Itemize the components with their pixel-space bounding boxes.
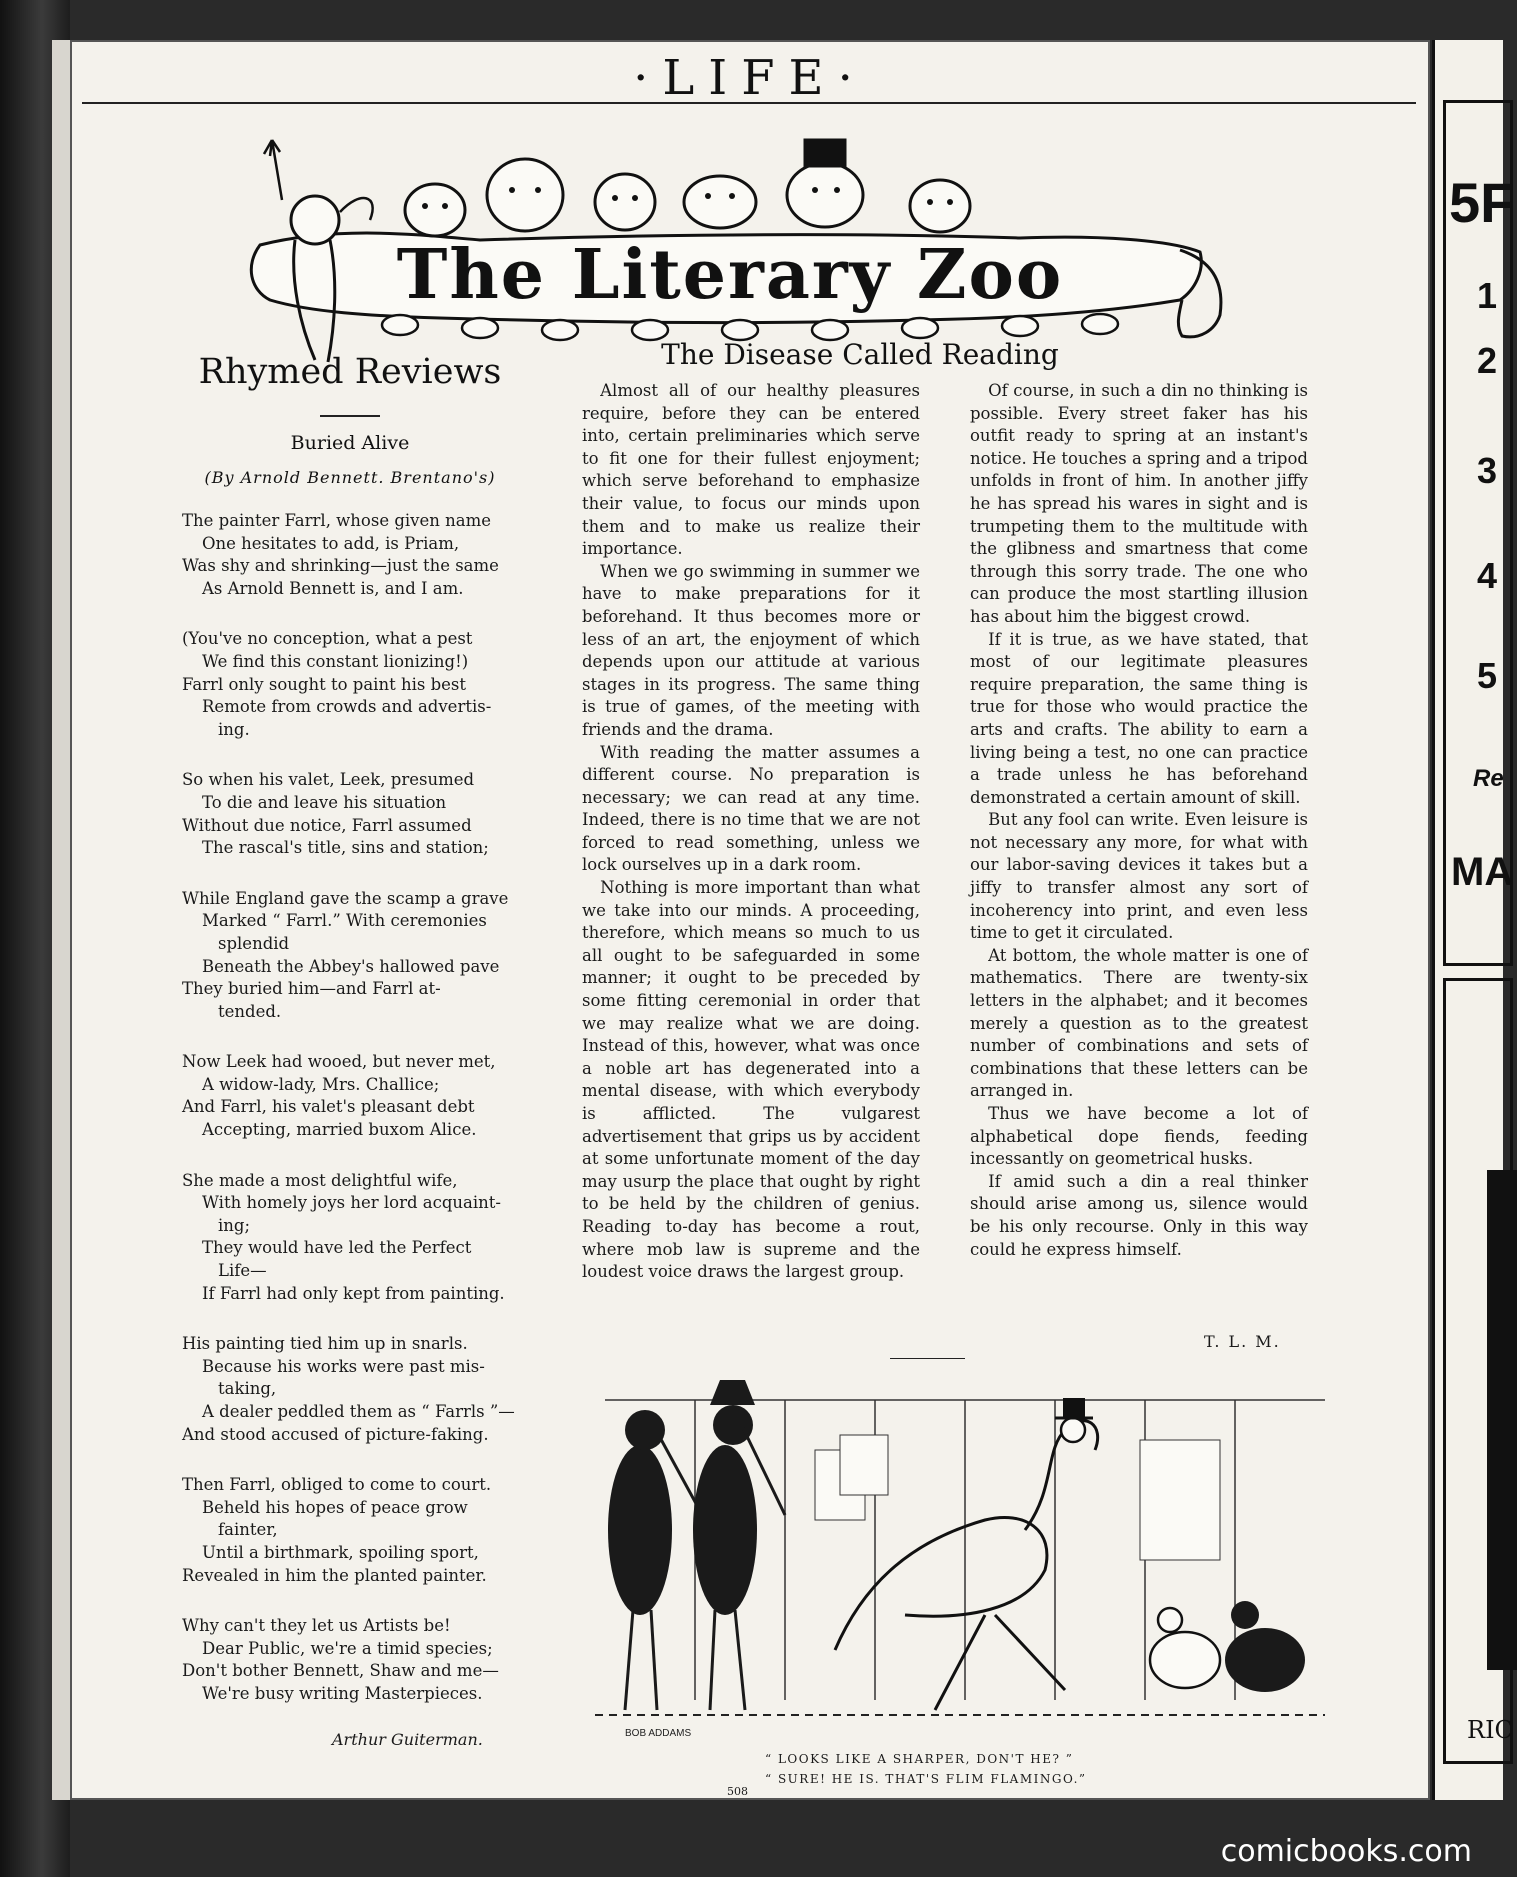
poem-line: And Farrl, his valet's pleasant debt <box>182 1097 475 1117</box>
poem-line: To die and leave his situation <box>202 792 447 812</box>
rhymed-reviews-heading: Rhymed Reviews <box>198 352 502 392</box>
article-paragraph: Of course, in such a din no thinking is possible. Every street faker has his outfit ready to spring at an instant's notice. He touches a spring and a tripod unfolds in front of him. In another jiffy he has spread his wares in sight and is trumpeting them to the multitude with the glibness and smartness that come through this sorry trade. The one who can produce the most startling illusion has about him the biggest crowd. <box>970 381 1308 626</box>
poem-line: Accepting, married buxom Alice. <box>202 1120 477 1140</box>
cartoon-illustration <box>585 1370 1345 1750</box>
poem-stanza <box>182 1170 522 1306</box>
poem-line: Marked “ Farrl.” With ceremonies <box>202 911 487 931</box>
article-paragraph: With reading the matter assumes a different course. No preparation is necessary; we can read at any time. Indeed, there is no time that we are not forced to read something, unless we lock ourselves up in a dark room. <box>582 742 920 875</box>
masthead-rule <box>82 102 1416 104</box>
article-paragraph: Thus we have become a lot of alphabetical dope fiends, feeding incessantly on geometrical husks. <box>970 1104 1308 1169</box>
article-paragraph: If amid such a din a real thinker should arise among us, silence would be his only recourse. Only in this way could he express himself. <box>970 1171 1308 1259</box>
poem-line: They would have led the Perfect <box>202 1238 472 1258</box>
facing-page-illustration <box>1487 1170 1517 1670</box>
article-paragraph: Almost all of our healthy pleasures require, before they can be entered into, certain preliminaries which serve to fit one for their fullest enjoyment; which serve beforehand to emphasize their value, to focus our minds upon them and to make us realize their importance. <box>582 381 920 559</box>
poem-line: So when his valet, Leek, presumed <box>182 770 475 790</box>
article-column-2 <box>970 380 1308 1261</box>
facing-page-fragment: 1 <box>1477 275 1498 316</box>
poem-line: fainter, <box>218 1520 278 1540</box>
poem-line: Life— <box>218 1261 267 1281</box>
poem-line: taking, <box>218 1379 277 1399</box>
article-paragraph: If it is true, as we have stated, that most of our legitimate pleasures require preparation, the same thing is true for those who would practice the arts and crafts. The ability to earn a living being a test, no one can practice a trade unless he has beforehand demonstrated a certain amount of skill. <box>970 629 1308 807</box>
facing-page <box>1432 40 1515 1800</box>
poem-line: One hesitates to add, is Priam, <box>202 533 460 553</box>
poem-line: ing. <box>218 719 250 739</box>
poem-line: Now Leek had wooed, but never met, <box>182 1052 496 1072</box>
poem-line: With homely joys her lord acquaint- <box>202 1193 501 1213</box>
review-byline: (By Arnold Bennett. Brentano's) <box>204 468 496 487</box>
cartoon-artist-signature: BOB ADDAMS <box>625 1728 692 1739</box>
cartoon-caption-line-1: “ LOOKS LIKE A SHARPER, DON'T HE? ” <box>765 1752 1074 1766</box>
poem-line: Why can't they let us Artists be! <box>182 1616 451 1636</box>
poem-line: We're busy writing Masterpieces. <box>202 1683 483 1703</box>
facing-page-fragment: 5F <box>1449 171 1515 234</box>
poem-line: While England gave the scamp a grave <box>182 888 509 908</box>
poem-stanza <box>182 888 522 1024</box>
page-edge <box>52 40 72 1800</box>
poem-stanza <box>182 1333 522 1446</box>
article-end-rule <box>890 1358 965 1359</box>
poem-line: The painter Farrl, whose given name <box>182 511 492 530</box>
poem-line: Without due notice, Farrl assumed <box>182 815 472 835</box>
poem-stanza <box>182 1615 522 1705</box>
banner-title: The Literary Zoo <box>396 235 1064 315</box>
poem-line: She made a most delightful wife, <box>182 1170 458 1190</box>
article-signature: T. L. M. <box>1204 1332 1281 1351</box>
poem-line: We find this constant lionizing!) <box>202 651 469 671</box>
facing-page-fragment: 2 <box>1477 340 1498 381</box>
poem-line: Beneath the Abbey's hallowed pave <box>202 956 500 976</box>
poem-line: His painting tied him up in snarls. <box>182 1334 468 1354</box>
poem-line: If Farrl had only kept from painting. <box>202 1283 505 1303</box>
poem-stanza <box>182 1474 522 1587</box>
facing-page-fragment: RIC <box>1467 1716 1513 1744</box>
poem-line: Was shy and shrinking—just the same <box>182 556 499 576</box>
poem-line: A dealer peddled them as “ Farrls ”— <box>202 1402 515 1421</box>
poem-line: Remote from crowds and advertis- <box>202 697 492 717</box>
poem-line: As Arnold Bennett is, and I am. <box>202 578 464 598</box>
source-watermark: comicbooks.com <box>1220 1834 1472 1869</box>
article-paragraph: At bottom, the whole matter is one of mathematics. There are twenty-six letters in the alphabet; and it becomes merely a question as to the greatest number of combinations and sets of combinations that these letters can be arranged in. <box>970 945 1308 1101</box>
cartoon-caption-line-2: “ SURE! HE IS. THAT'S FLIM FLAMINGO.” <box>765 1772 1087 1786</box>
poem-line: They buried him—and Farrl at- <box>182 979 441 999</box>
poem-stanza <box>182 1051 522 1141</box>
poem-line: ing; <box>218 1215 251 1235</box>
poem-line: Dear Public, we're a timid species; <box>202 1638 493 1658</box>
poem-line: Then Farrl, obliged to come to court. <box>182 1475 492 1495</box>
page-number: 508 <box>727 1785 748 1798</box>
poem-line: Don't bother Bennett, Shaw and me— <box>182 1661 499 1681</box>
review-title: Buried Alive <box>290 432 410 454</box>
article-paragraph: But any fool can write. Even leisure is not necessary any more, for what with our labor-saving devices it takes but a jiffy to transfer almost any sort of incoherency into print, and even less time to get it circulated. <box>970 810 1308 943</box>
poem-line: Revealed in him the planted painter. <box>182 1565 487 1585</box>
poem-line: tended. <box>218 1001 282 1021</box>
poem-line: Farrl only sought to paint his best <box>182 674 466 694</box>
heading-rule <box>320 415 380 417</box>
poem-stanza <box>182 628 522 741</box>
poem-line: splendid <box>218 933 290 953</box>
poem-line: Until a birthmark, spoiling sport, <box>202 1542 479 1562</box>
flamingo-cartoon <box>585 1370 1345 1750</box>
poem-line: A widow-lady, Mrs. Challice; <box>202 1074 440 1094</box>
article-paragraph: When we go swimming in summer we have to make preparations for it beforehand. It thus becomes more or less of an art, the enjoyment of which depends upon our attitude at various stages in its progress. The same thing is true of games, of the meeting with friends and the drama. <box>582 561 920 739</box>
poem-line: And stood accused of picture-faking. <box>182 1424 489 1444</box>
poem-line: The rascal's title, sins and station; <box>202 838 489 858</box>
poem-line: Beheld his hopes of peace grow <box>202 1497 468 1517</box>
poem-author: Arthur Guiterman. <box>332 1730 483 1749</box>
disease-heading: The Disease Called Reading <box>661 338 1059 371</box>
article-paragraph: Nothing is more important than what we take into our minds. A proceeding, therefore, which means so much to us all ought to be safeguarded in some manner; it ought to be preceded by some fitting ceremonial in order that we may realize what we are doing. Instead of this, however, what was once a noble art has degenerated into a mental disease, with which everybody is afflicted. The vulgarest advertisement that grips us by accident at some unfortunate moment of the day may usurp the place that ought by right to be held by the children of genius. Reading to-day has become a rout, where mob law is supreme and the loudest voice draws the largest group. <box>582 878 920 1282</box>
facing-page-fragment: MA <box>1451 850 1514 894</box>
poem-line: Because his works were past mis- <box>202 1356 485 1376</box>
masthead: ·LIFE· <box>633 50 867 106</box>
magazine-page <box>70 40 1430 1800</box>
facing-page-fragment: Re <box>1473 765 1504 792</box>
poem <box>182 510 522 1734</box>
article-column-1 <box>582 380 920 1284</box>
poem-stanza <box>182 510 522 600</box>
facing-page-fragment: 4 <box>1477 555 1498 596</box>
facing-page-fragment: 5 <box>1477 655 1498 696</box>
poem-stanza <box>182 769 522 859</box>
poem-line: (You've no conception, what a pest <box>182 629 473 649</box>
facing-page-fragment: 3 <box>1477 450 1498 491</box>
